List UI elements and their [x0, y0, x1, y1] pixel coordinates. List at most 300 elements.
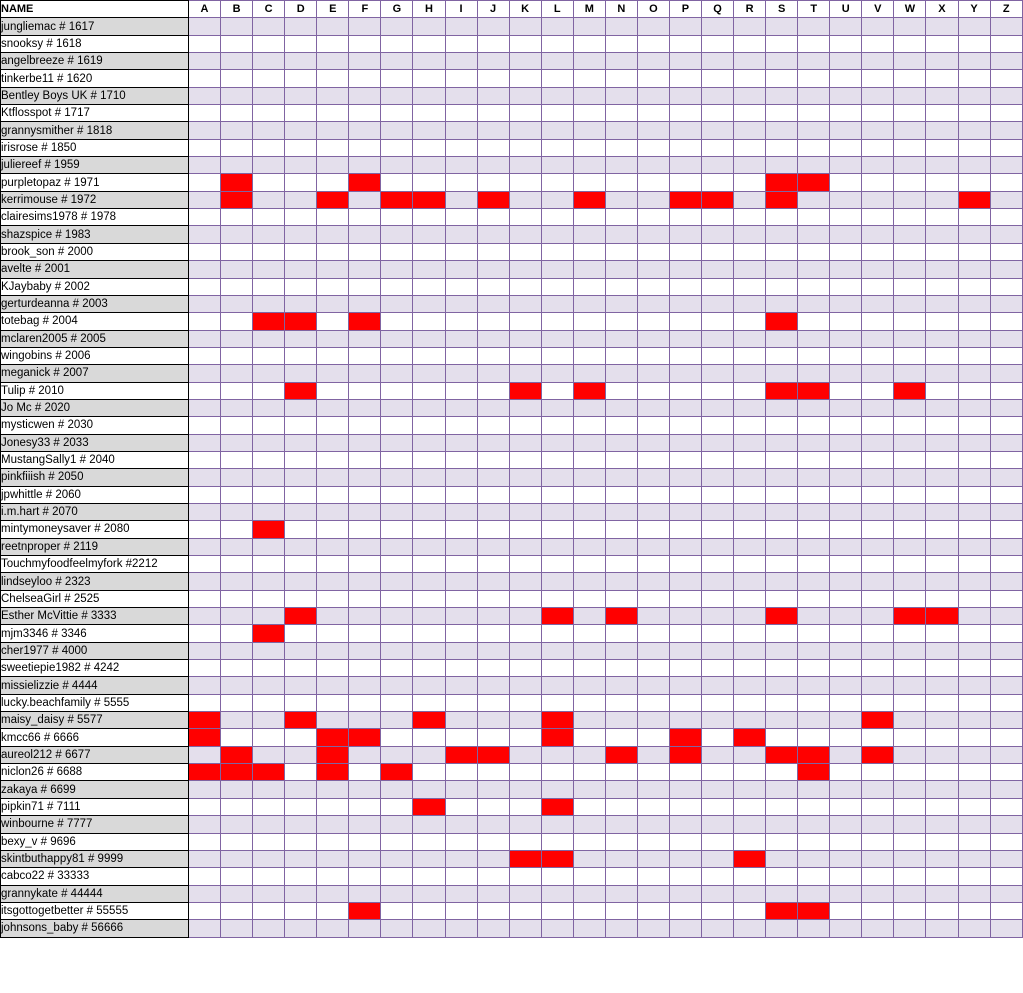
grid-cell-z[interactable]	[990, 642, 1022, 659]
grid-cell-r[interactable]	[734, 243, 766, 260]
grid-cell-l[interactable]	[541, 122, 573, 139]
grid-cell-x[interactable]	[926, 469, 958, 486]
grid-cell-w[interactable]	[894, 139, 926, 156]
grid-cell-r[interactable]	[734, 417, 766, 434]
name-cell[interactable]: grannysmither # 1818	[1, 122, 189, 139]
name-cell[interactable]: pinkfiiish # 2050	[1, 469, 189, 486]
grid-cell-y[interactable]	[958, 382, 990, 399]
grid-cell-v[interactable]	[862, 53, 894, 70]
grid-cell-r[interactable]	[734, 798, 766, 815]
grid-cell-k[interactable]	[509, 816, 541, 833]
name-cell[interactable]: grannykate # 44444	[1, 885, 189, 902]
grid-cell-p[interactable]	[669, 434, 701, 451]
grid-cell-q[interactable]	[702, 382, 734, 399]
name-cell[interactable]: ChelseaGirl # 2525	[1, 590, 189, 607]
marked-cell-t[interactable]	[798, 764, 830, 781]
grid-cell-v[interactable]	[862, 694, 894, 711]
grid-cell-u[interactable]	[830, 434, 862, 451]
grid-cell-e[interactable]	[317, 781, 349, 798]
grid-cell-x[interactable]	[926, 191, 958, 208]
grid-cell-b[interactable]	[221, 451, 253, 468]
grid-cell-f[interactable]	[349, 122, 381, 139]
grid-cell-a[interactable]	[189, 885, 221, 902]
column-header-l[interactable]: L	[541, 1, 573, 18]
grid-cell-q[interactable]	[702, 712, 734, 729]
grid-cell-o[interactable]	[637, 191, 669, 208]
grid-cell-o[interactable]	[637, 209, 669, 226]
grid-cell-n[interactable]	[605, 18, 637, 35]
grid-cell-d[interactable]	[285, 209, 317, 226]
marked-cell-i[interactable]	[445, 746, 477, 763]
grid-cell-k[interactable]	[509, 330, 541, 347]
grid-cell-e[interactable]	[317, 295, 349, 312]
grid-cell-c[interactable]	[253, 18, 285, 35]
grid-cell-o[interactable]	[637, 729, 669, 746]
grid-cell-a[interactable]	[189, 295, 221, 312]
grid-cell-t[interactable]	[798, 677, 830, 694]
grid-cell-g[interactable]	[381, 295, 413, 312]
grid-cell-s[interactable]	[766, 885, 798, 902]
grid-cell-n[interactable]	[605, 521, 637, 538]
grid-cell-u[interactable]	[830, 573, 862, 590]
grid-cell-r[interactable]	[734, 365, 766, 382]
grid-cell-l[interactable]	[541, 243, 573, 260]
grid-cell-e[interactable]	[317, 330, 349, 347]
grid-cell-y[interactable]	[958, 330, 990, 347]
grid-cell-e[interactable]	[317, 174, 349, 191]
name-cell[interactable]: cabco22 # 33333	[1, 868, 189, 885]
grid-cell-z[interactable]	[990, 70, 1022, 87]
grid-cell-i[interactable]	[445, 87, 477, 104]
grid-cell-r[interactable]	[734, 660, 766, 677]
grid-cell-s[interactable]	[766, 434, 798, 451]
marked-cell-p[interactable]	[669, 191, 701, 208]
grid-cell-a[interactable]	[189, 382, 221, 399]
grid-cell-b[interactable]	[221, 139, 253, 156]
grid-cell-m[interactable]	[573, 868, 605, 885]
grid-cell-x[interactable]	[926, 209, 958, 226]
grid-cell-v[interactable]	[862, 243, 894, 260]
grid-cell-i[interactable]	[445, 278, 477, 295]
grid-cell-f[interactable]	[349, 382, 381, 399]
grid-cell-t[interactable]	[798, 469, 830, 486]
grid-cell-r[interactable]	[734, 451, 766, 468]
grid-cell-f[interactable]	[349, 538, 381, 555]
grid-cell-x[interactable]	[926, 590, 958, 607]
grid-cell-f[interactable]	[349, 573, 381, 590]
grid-cell-r[interactable]	[734, 313, 766, 330]
grid-cell-j[interactable]	[477, 226, 509, 243]
grid-cell-w[interactable]	[894, 365, 926, 382]
grid-cell-l[interactable]	[541, 53, 573, 70]
grid-cell-h[interactable]	[413, 486, 445, 503]
grid-cell-l[interactable]	[541, 347, 573, 364]
grid-cell-q[interactable]	[702, 781, 734, 798]
grid-cell-v[interactable]	[862, 556, 894, 573]
grid-cell-p[interactable]	[669, 677, 701, 694]
grid-cell-i[interactable]	[445, 209, 477, 226]
grid-cell-w[interactable]	[894, 330, 926, 347]
grid-cell-q[interactable]	[702, 330, 734, 347]
grid-cell-t[interactable]	[798, 105, 830, 122]
grid-cell-d[interactable]	[285, 573, 317, 590]
grid-cell-r[interactable]	[734, 573, 766, 590]
grid-cell-q[interactable]	[702, 399, 734, 416]
column-header-s[interactable]: S	[766, 1, 798, 18]
grid-cell-j[interactable]	[477, 798, 509, 815]
grid-cell-i[interactable]	[445, 590, 477, 607]
grid-cell-l[interactable]	[541, 191, 573, 208]
marked-cell-d[interactable]	[285, 712, 317, 729]
grid-cell-s[interactable]	[766, 503, 798, 520]
marked-cell-b[interactable]	[221, 174, 253, 191]
grid-cell-l[interactable]	[541, 157, 573, 174]
grid-cell-h[interactable]	[413, 399, 445, 416]
grid-cell-l[interactable]	[541, 694, 573, 711]
grid-cell-y[interactable]	[958, 573, 990, 590]
grid-cell-a[interactable]	[189, 677, 221, 694]
grid-cell-k[interactable]	[509, 746, 541, 763]
grid-cell-b[interactable]	[221, 625, 253, 642]
marked-cell-f[interactable]	[349, 313, 381, 330]
grid-cell-k[interactable]	[509, 920, 541, 937]
grid-cell-s[interactable]	[766, 53, 798, 70]
grid-cell-x[interactable]	[926, 850, 958, 867]
grid-cell-c[interactable]	[253, 677, 285, 694]
grid-cell-b[interactable]	[221, 833, 253, 850]
grid-cell-w[interactable]	[894, 833, 926, 850]
grid-cell-i[interactable]	[445, 677, 477, 694]
grid-cell-t[interactable]	[798, 729, 830, 746]
grid-cell-e[interactable]	[317, 677, 349, 694]
grid-cell-f[interactable]	[349, 157, 381, 174]
grid-cell-p[interactable]	[669, 694, 701, 711]
grid-cell-q[interactable]	[702, 920, 734, 937]
grid-cell-e[interactable]	[317, 347, 349, 364]
grid-cell-o[interactable]	[637, 157, 669, 174]
grid-cell-j[interactable]	[477, 122, 509, 139]
grid-cell-e[interactable]	[317, 660, 349, 677]
grid-cell-d[interactable]	[285, 278, 317, 295]
grid-cell-l[interactable]	[541, 261, 573, 278]
grid-cell-y[interactable]	[958, 261, 990, 278]
grid-cell-s[interactable]	[766, 521, 798, 538]
grid-cell-e[interactable]	[317, 105, 349, 122]
grid-cell-i[interactable]	[445, 816, 477, 833]
grid-cell-o[interactable]	[637, 278, 669, 295]
grid-cell-x[interactable]	[926, 313, 958, 330]
grid-cell-z[interactable]	[990, 902, 1022, 919]
grid-cell-e[interactable]	[317, 885, 349, 902]
grid-cell-b[interactable]	[221, 816, 253, 833]
grid-cell-b[interactable]	[221, 35, 253, 52]
grid-cell-s[interactable]	[766, 278, 798, 295]
grid-cell-f[interactable]	[349, 764, 381, 781]
grid-cell-a[interactable]	[189, 902, 221, 919]
grid-cell-l[interactable]	[541, 642, 573, 659]
grid-cell-y[interactable]	[958, 642, 990, 659]
grid-cell-l[interactable]	[541, 920, 573, 937]
grid-cell-p[interactable]	[669, 781, 701, 798]
grid-cell-m[interactable]	[573, 139, 605, 156]
grid-cell-l[interactable]	[541, 105, 573, 122]
grid-cell-q[interactable]	[702, 157, 734, 174]
grid-cell-c[interactable]	[253, 746, 285, 763]
grid-cell-h[interactable]	[413, 833, 445, 850]
grid-cell-n[interactable]	[605, 347, 637, 364]
grid-cell-i[interactable]	[445, 850, 477, 867]
grid-cell-w[interactable]	[894, 486, 926, 503]
grid-cell-n[interactable]	[605, 573, 637, 590]
grid-cell-x[interactable]	[926, 868, 958, 885]
grid-cell-e[interactable]	[317, 209, 349, 226]
grid-cell-h[interactable]	[413, 139, 445, 156]
grid-cell-e[interactable]	[317, 694, 349, 711]
grid-cell-w[interactable]	[894, 868, 926, 885]
grid-cell-i[interactable]	[445, 781, 477, 798]
grid-cell-b[interactable]	[221, 469, 253, 486]
grid-cell-m[interactable]	[573, 625, 605, 642]
grid-cell-v[interactable]	[862, 417, 894, 434]
marked-cell-d[interactable]	[285, 382, 317, 399]
grid-cell-z[interactable]	[990, 503, 1022, 520]
grid-cell-s[interactable]	[766, 122, 798, 139]
grid-cell-q[interactable]	[702, 868, 734, 885]
grid-cell-x[interactable]	[926, 35, 958, 52]
marked-cell-s[interactable]	[766, 382, 798, 399]
grid-cell-h[interactable]	[413, 261, 445, 278]
grid-cell-z[interactable]	[990, 625, 1022, 642]
grid-cell-j[interactable]	[477, 816, 509, 833]
name-cell[interactable]: totebag # 2004	[1, 313, 189, 330]
grid-cell-g[interactable]	[381, 798, 413, 815]
grid-cell-m[interactable]	[573, 590, 605, 607]
grid-cell-g[interactable]	[381, 694, 413, 711]
grid-cell-e[interactable]	[317, 608, 349, 625]
name-cell[interactable]: Touchmyfoodfeelmyfork #2212	[1, 556, 189, 573]
grid-cell-w[interactable]	[894, 399, 926, 416]
grid-cell-m[interactable]	[573, 608, 605, 625]
grid-cell-d[interactable]	[285, 538, 317, 555]
grid-cell-r[interactable]	[734, 764, 766, 781]
grid-cell-j[interactable]	[477, 625, 509, 642]
name-cell[interactable]: mysticwen # 2030	[1, 417, 189, 434]
grid-cell-n[interactable]	[605, 920, 637, 937]
grid-cell-n[interactable]	[605, 243, 637, 260]
grid-cell-w[interactable]	[894, 920, 926, 937]
grid-cell-a[interactable]	[189, 70, 221, 87]
grid-cell-s[interactable]	[766, 70, 798, 87]
grid-cell-b[interactable]	[221, 87, 253, 104]
grid-cell-j[interactable]	[477, 642, 509, 659]
grid-cell-o[interactable]	[637, 399, 669, 416]
grid-cell-b[interactable]	[221, 382, 253, 399]
grid-cell-w[interactable]	[894, 902, 926, 919]
grid-cell-j[interactable]	[477, 243, 509, 260]
grid-cell-a[interactable]	[189, 226, 221, 243]
grid-cell-t[interactable]	[798, 538, 830, 555]
grid-cell-f[interactable]	[349, 469, 381, 486]
grid-cell-y[interactable]	[958, 712, 990, 729]
grid-cell-d[interactable]	[285, 53, 317, 70]
name-cell[interactable]: kerrimouse # 1972	[1, 191, 189, 208]
grid-cell-p[interactable]	[669, 642, 701, 659]
grid-cell-h[interactable]	[413, 347, 445, 364]
grid-cell-r[interactable]	[734, 469, 766, 486]
grid-cell-c[interactable]	[253, 503, 285, 520]
grid-cell-z[interactable]	[990, 868, 1022, 885]
grid-cell-x[interactable]	[926, 677, 958, 694]
grid-cell-y[interactable]	[958, 451, 990, 468]
marked-cell-c[interactable]	[253, 625, 285, 642]
name-cell[interactable]: angelbreeze # 1619	[1, 53, 189, 70]
grid-cell-l[interactable]	[541, 677, 573, 694]
grid-cell-e[interactable]	[317, 382, 349, 399]
name-cell[interactable]: irisrose # 1850	[1, 139, 189, 156]
grid-cell-t[interactable]	[798, 885, 830, 902]
grid-cell-a[interactable]	[189, 139, 221, 156]
grid-cell-p[interactable]	[669, 330, 701, 347]
grid-cell-h[interactable]	[413, 53, 445, 70]
column-header-m[interactable]: M	[573, 1, 605, 18]
grid-cell-u[interactable]	[830, 746, 862, 763]
grid-cell-g[interactable]	[381, 781, 413, 798]
grid-cell-s[interactable]	[766, 556, 798, 573]
grid-cell-z[interactable]	[990, 35, 1022, 52]
grid-cell-y[interactable]	[958, 608, 990, 625]
grid-cell-v[interactable]	[862, 608, 894, 625]
grid-cell-s[interactable]	[766, 486, 798, 503]
grid-cell-k[interactable]	[509, 347, 541, 364]
grid-cell-h[interactable]	[413, 174, 445, 191]
column-header-g[interactable]: G	[381, 1, 413, 18]
grid-cell-l[interactable]	[541, 87, 573, 104]
grid-cell-u[interactable]	[830, 608, 862, 625]
grid-cell-f[interactable]	[349, 660, 381, 677]
grid-cell-j[interactable]	[477, 608, 509, 625]
grid-cell-y[interactable]	[958, 157, 990, 174]
grid-cell-h[interactable]	[413, 556, 445, 573]
grid-cell-v[interactable]	[862, 816, 894, 833]
grid-cell-l[interactable]	[541, 556, 573, 573]
name-cell[interactable]: reetnproper # 2119	[1, 538, 189, 555]
grid-cell-f[interactable]	[349, 920, 381, 937]
grid-cell-h[interactable]	[413, 382, 445, 399]
grid-cell-k[interactable]	[509, 365, 541, 382]
grid-cell-u[interactable]	[830, 712, 862, 729]
grid-cell-v[interactable]	[862, 139, 894, 156]
grid-cell-s[interactable]	[766, 35, 798, 52]
column-header-k[interactable]: K	[509, 1, 541, 18]
grid-cell-c[interactable]	[253, 330, 285, 347]
grid-cell-c[interactable]	[253, 712, 285, 729]
grid-cell-y[interactable]	[958, 729, 990, 746]
grid-cell-a[interactable]	[189, 399, 221, 416]
grid-cell-f[interactable]	[349, 417, 381, 434]
grid-cell-k[interactable]	[509, 556, 541, 573]
marked-cell-s[interactable]	[766, 902, 798, 919]
grid-cell-p[interactable]	[669, 660, 701, 677]
grid-cell-l[interactable]	[541, 365, 573, 382]
grid-cell-h[interactable]	[413, 278, 445, 295]
grid-cell-t[interactable]	[798, 486, 830, 503]
grid-cell-f[interactable]	[349, 798, 381, 815]
grid-cell-u[interactable]	[830, 660, 862, 677]
grid-cell-c[interactable]	[253, 729, 285, 746]
grid-cell-g[interactable]	[381, 313, 413, 330]
column-header-i[interactable]: I	[445, 1, 477, 18]
grid-cell-y[interactable]	[958, 833, 990, 850]
grid-cell-g[interactable]	[381, 746, 413, 763]
grid-cell-h[interactable]	[413, 850, 445, 867]
grid-cell-o[interactable]	[637, 642, 669, 659]
grid-cell-u[interactable]	[830, 157, 862, 174]
grid-cell-g[interactable]	[381, 920, 413, 937]
grid-cell-b[interactable]	[221, 608, 253, 625]
name-cell[interactable]: jpwhittle # 2060	[1, 486, 189, 503]
grid-cell-j[interactable]	[477, 556, 509, 573]
grid-cell-q[interactable]	[702, 261, 734, 278]
grid-cell-l[interactable]	[541, 833, 573, 850]
grid-cell-p[interactable]	[669, 174, 701, 191]
column-header-v[interactable]: V	[862, 1, 894, 18]
name-cell[interactable]: bexy_v # 9696	[1, 833, 189, 850]
grid-cell-y[interactable]	[958, 486, 990, 503]
grid-cell-l[interactable]	[541, 573, 573, 590]
grid-cell-u[interactable]	[830, 278, 862, 295]
grid-cell-z[interactable]	[990, 798, 1022, 815]
grid-cell-j[interactable]	[477, 174, 509, 191]
grid-cell-d[interactable]	[285, 451, 317, 468]
column-header-x[interactable]: X	[926, 1, 958, 18]
grid-cell-m[interactable]	[573, 850, 605, 867]
grid-cell-n[interactable]	[605, 226, 637, 243]
grid-cell-d[interactable]	[285, 347, 317, 364]
column-header-j[interactable]: J	[477, 1, 509, 18]
grid-cell-u[interactable]	[830, 295, 862, 312]
grid-cell-h[interactable]	[413, 764, 445, 781]
grid-cell-o[interactable]	[637, 365, 669, 382]
grid-cell-m[interactable]	[573, 105, 605, 122]
grid-cell-r[interactable]	[734, 625, 766, 642]
grid-cell-m[interactable]	[573, 729, 605, 746]
grid-cell-b[interactable]	[221, 642, 253, 659]
grid-cell-q[interactable]	[702, 53, 734, 70]
grid-cell-t[interactable]	[798, 122, 830, 139]
column-header-r[interactable]: R	[734, 1, 766, 18]
grid-cell-v[interactable]	[862, 157, 894, 174]
grid-cell-k[interactable]	[509, 712, 541, 729]
grid-cell-s[interactable]	[766, 226, 798, 243]
grid-cell-y[interactable]	[958, 677, 990, 694]
marked-cell-b[interactable]	[221, 764, 253, 781]
grid-cell-c[interactable]	[253, 243, 285, 260]
grid-cell-a[interactable]	[189, 781, 221, 798]
grid-cell-i[interactable]	[445, 382, 477, 399]
grid-cell-g[interactable]	[381, 70, 413, 87]
grid-cell-y[interactable]	[958, 503, 990, 520]
name-cell[interactable]: lucky.beachfamily # 5555	[1, 694, 189, 711]
grid-cell-u[interactable]	[830, 816, 862, 833]
grid-cell-w[interactable]	[894, 434, 926, 451]
grid-cell-z[interactable]	[990, 573, 1022, 590]
grid-cell-x[interactable]	[926, 556, 958, 573]
grid-cell-y[interactable]	[958, 295, 990, 312]
grid-cell-g[interactable]	[381, 157, 413, 174]
grid-cell-m[interactable]	[573, 746, 605, 763]
grid-cell-q[interactable]	[702, 35, 734, 52]
grid-cell-v[interactable]	[862, 798, 894, 815]
